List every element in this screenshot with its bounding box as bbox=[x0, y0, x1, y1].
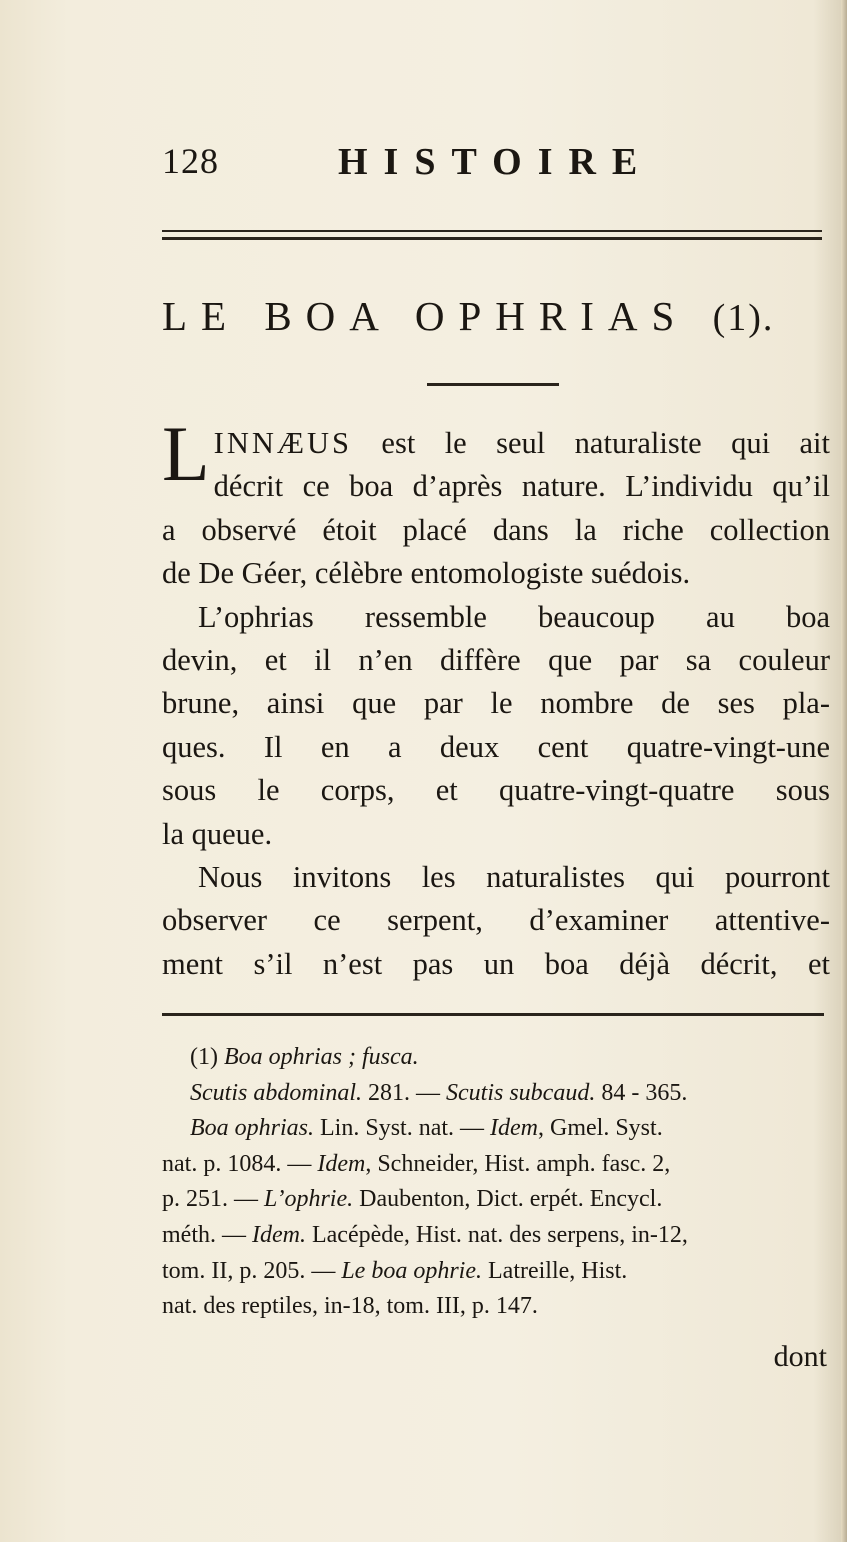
footnote-text: Scutis abdominal. bbox=[190, 1079, 362, 1106]
footnote-line-8: nat. des reptiles, in-18, tom. III, p. 147. bbox=[162, 1293, 538, 1320]
footnote-text: Idem bbox=[490, 1115, 539, 1142]
footnote-text: Scutis subcaud. bbox=[446, 1079, 596, 1106]
footnote-text: tom. II, p. 205. — bbox=[162, 1257, 336, 1284]
first-word-small-caps: INNÆUS bbox=[213, 426, 352, 460]
catchword: dont bbox=[773, 1340, 827, 1373]
footnote-line-1 bbox=[162, 1040, 834, 1076]
footnote-marker: (1) bbox=[190, 1044, 218, 1070]
body-line-7: brune, ainsi que par le nombre de ses pla- bbox=[162, 686, 830, 721]
footnote-text: nat. p. 1084. — bbox=[162, 1150, 312, 1177]
footnote-line-2 bbox=[162, 1076, 834, 1112]
title-short-rule bbox=[427, 383, 559, 386]
footnote-line-5 bbox=[162, 1182, 834, 1218]
running-head bbox=[162, 140, 822, 190]
page-number: 128 bbox=[162, 141, 219, 181]
footnote-text: Boa ophrias. bbox=[190, 1115, 315, 1142]
body-line-10: la queue. bbox=[162, 816, 273, 851]
chapter-footnote-ref: (1). bbox=[712, 297, 775, 339]
body-line-13: ment s’il n’est pas un boa déjà décrit, et bbox=[162, 946, 830, 981]
footnote-line-4 bbox=[162, 1147, 834, 1183]
drop-cap: L bbox=[162, 410, 210, 497]
body-line-2: décrit ce boa d’après nature. L’individu qu’il bbox=[213, 469, 830, 504]
chapter-title-text: LE BOA OPHRIAS bbox=[162, 293, 689, 339]
footnote-text: , Schneider, Hist. amph. fasc. 2, bbox=[365, 1150, 671, 1177]
body-line-5: L’ophrias ressemble beaucoup au boa bbox=[198, 599, 830, 634]
footnote-text: 281. — bbox=[368, 1079, 440, 1106]
footnotes bbox=[162, 1040, 834, 1325]
footnote-text: 84 - 365. bbox=[601, 1079, 688, 1106]
body-line-9: sous le corps, et quatre-vingt-quatre sous bbox=[162, 773, 830, 808]
body-line-11: Nous invitons les naturalistes qui pourront bbox=[198, 860, 830, 895]
body-line-text: est le seul naturaliste qui ait bbox=[381, 426, 831, 460]
page-edge-shadow bbox=[841, 0, 847, 1542]
footnote-text: Idem. bbox=[252, 1221, 306, 1248]
body-line-4: de De Géer, célèbre entomologiste suédois. bbox=[162, 556, 691, 591]
body-line-12: observer ce serpent, d’examiner attentive- bbox=[162, 903, 830, 938]
footnote-line-6 bbox=[162, 1218, 834, 1254]
footnote-text: Le boa ophrie. bbox=[341, 1257, 482, 1284]
footnote-text: p. 251. — bbox=[162, 1186, 258, 1213]
running-title: HISTOIRE bbox=[338, 141, 654, 183]
body-line-6: devin, et il n’en diffère que par sa couleur bbox=[162, 643, 830, 678]
footnote-text: Idem bbox=[317, 1150, 366, 1177]
footnote-text: Daubenton, Dict. erpét. Encycl. bbox=[359, 1186, 663, 1213]
footnote-line-7 bbox=[162, 1254, 834, 1290]
chapter-title bbox=[162, 292, 842, 340]
footnote-line-3 bbox=[162, 1111, 834, 1147]
footnote-text: Lacépède, Hist. nat. des serpens, in-12, bbox=[311, 1221, 688, 1248]
body-line-3: a observé étoit placé dans la riche collection bbox=[162, 512, 830, 547]
footnote-species: Boa ophrias ; fusca. bbox=[223, 1044, 419, 1070]
footnote-text: Latreille, Hist. bbox=[488, 1257, 628, 1284]
header-double-rule bbox=[162, 230, 822, 240]
footnote-text: Lin. Syst. nat. — bbox=[320, 1115, 485, 1142]
footnote-text: L’ophrie. bbox=[264, 1186, 354, 1213]
footnote-separator-rule bbox=[162, 1013, 824, 1016]
footnote-text: , Gmel. Syst. bbox=[538, 1115, 663, 1142]
body-text bbox=[162, 410, 831, 986]
footnote-text: méth. — bbox=[162, 1221, 246, 1248]
body-line-8: ques. Il en a deux cent quatre-vingt-une bbox=[162, 729, 830, 764]
